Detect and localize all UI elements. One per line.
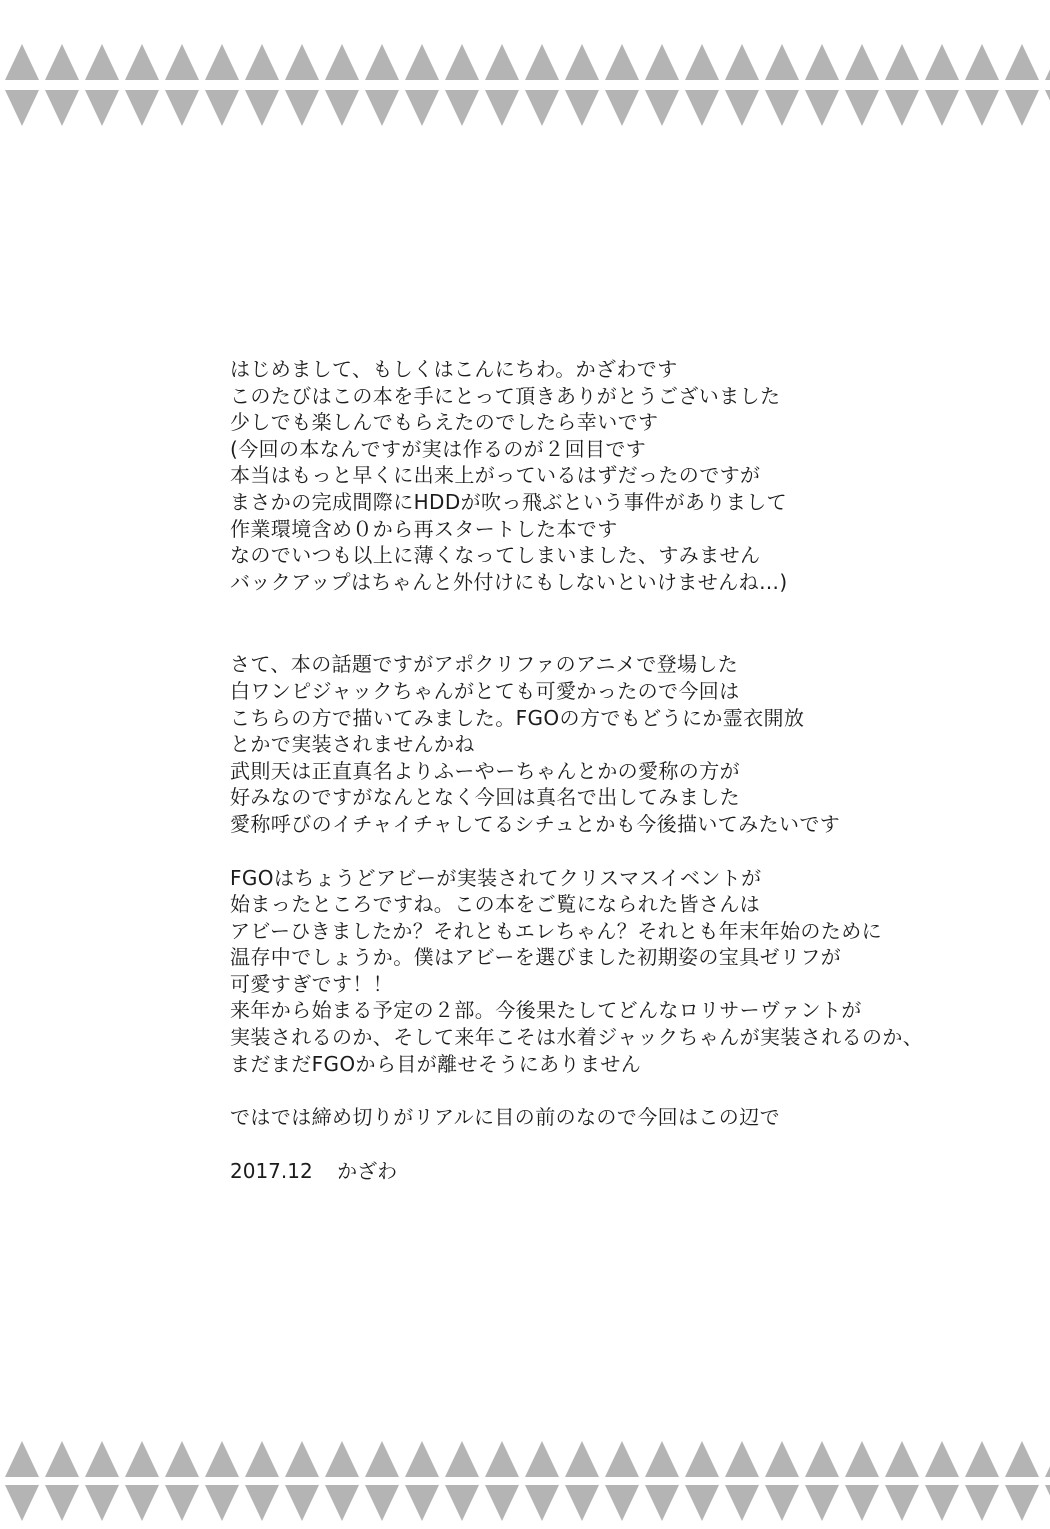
- triangle-shape: [405, 1441, 439, 1477]
- triangle-shape: [445, 44, 479, 80]
- triangle-shape: [85, 90, 119, 126]
- decorative-triangle-border-bottom: [0, 1389, 1050, 1529]
- triangle-shape: [365, 1441, 399, 1477]
- afterword-paragraph: [230, 651, 990, 837]
- triangle-shape: [885, 1485, 919, 1521]
- triangle-shape: [525, 1485, 559, 1521]
- triangle-shape: [85, 44, 119, 80]
- triangle-shape: [645, 1485, 679, 1521]
- signature-date: 2017.12: [230, 1158, 313, 1183]
- triangle-shape: [685, 1485, 719, 1521]
- triangle-shape: [365, 44, 399, 80]
- triangle-shape: [245, 90, 279, 126]
- triangle-shape: [445, 1485, 479, 1521]
- triangle-shape: [365, 90, 399, 126]
- text-line: 白ワンピジャックちゃんがとても可愛かったので今回は: [230, 678, 740, 703]
- triangle-shape: [565, 1441, 599, 1477]
- triangle-shape: [885, 44, 919, 80]
- text-line: 本当はもっと早くに出来上がっているはずだったのですが: [230, 463, 761, 488]
- text-line: このたびはこの本を手にとって頂きありがとうございました: [230, 383, 781, 408]
- triangle-shape: [565, 90, 599, 126]
- triangle-shape: [525, 44, 559, 80]
- triangle-shape: [45, 1441, 79, 1477]
- paragraph-gap: [230, 1077, 990, 1104]
- triangle-shape: [485, 90, 519, 126]
- triangle-shape: [725, 1485, 759, 1521]
- text-line: バックアップはちゃんと外付けにもしないといけませんね…): [230, 569, 788, 594]
- text-line: 少しでも楽しんでもらえたのでしたら幸いです: [230, 410, 659, 435]
- afterword-paragraph: [230, 356, 990, 595]
- triangle-shape: [1045, 90, 1050, 126]
- triangle-shape: [925, 1485, 959, 1521]
- triangle-pattern: [0, 1389, 1050, 1529]
- paragraph-gap: [230, 1131, 990, 1158]
- triangle-shape: [765, 44, 799, 80]
- text-line: 愛称呼びのイチャイチャしてるシチュとかも今後描いてみたいです: [230, 811, 841, 836]
- triangle-shape: [645, 44, 679, 80]
- triangle-shape: [925, 1441, 959, 1477]
- triangle-shape: [445, 90, 479, 126]
- triangle-shape: [725, 44, 759, 80]
- text-line: 武則天は正直真名よりふーやーちゃんとかの愛称の方が: [230, 758, 740, 783]
- triangle-shape: [5, 44, 39, 80]
- triangle-shape: [45, 1485, 79, 1521]
- triangle-shape: [5, 1485, 39, 1521]
- text-line: 可愛すぎです！！: [230, 971, 394, 996]
- text-line: ではでは締め切りがリアルに目の前のなので今回はこの辺で: [230, 1105, 780, 1130]
- triangle-shape: [725, 90, 759, 126]
- triangle-shape: [845, 44, 879, 80]
- triangle-shape: [125, 1485, 159, 1521]
- triangle-shape: [205, 90, 239, 126]
- triangle-shape: [405, 1485, 439, 1521]
- triangle-shape: [405, 44, 439, 80]
- afterword-text: [230, 356, 990, 1184]
- triangle-shape: [765, 1441, 799, 1477]
- signature: [230, 1158, 990, 1185]
- triangle-shape: [845, 90, 879, 126]
- triangle-shape: [845, 1485, 879, 1521]
- triangle-row: [0, 1485, 1050, 1521]
- triangle-shape: [205, 1485, 239, 1521]
- triangle-shape: [805, 1441, 839, 1477]
- text-line: まさかの完成間際にHDDが吹っ飛ぶという事件がありまして: [230, 489, 788, 514]
- triangle-shape: [245, 1441, 279, 1477]
- triangle-shape: [885, 1441, 919, 1477]
- triangle-shape: [805, 90, 839, 126]
- text-line: さて、本の話題ですがアポクリファのアニメで登場した: [230, 652, 739, 677]
- triangle-shape: [325, 1485, 359, 1521]
- triangle-shape: [565, 44, 599, 80]
- decorative-triangle-border-top: [0, 0, 1050, 140]
- triangle-shape: [725, 1441, 759, 1477]
- triangle-shape: [685, 44, 719, 80]
- text-line: はじめまして、もしくはこんにちわ。かざわです: [230, 357, 678, 381]
- triangle-shape: [325, 1441, 359, 1477]
- triangle-shape: [925, 44, 959, 80]
- triangle-shape: [925, 90, 959, 126]
- triangle-shape: [765, 1485, 799, 1521]
- triangle-shape: [485, 44, 519, 80]
- triangle-shape: [165, 1485, 199, 1521]
- triangle-shape: [525, 1441, 559, 1477]
- triangle-shape: [205, 1441, 239, 1477]
- triangle-shape: [245, 1485, 279, 1521]
- text-line: 始まったところですね。この本をご覧になられた皆さんは: [230, 892, 761, 917]
- triangle-shape: [605, 44, 639, 80]
- triangle-shape: [165, 44, 199, 80]
- triangle-shape: [525, 90, 559, 126]
- triangle-shape: [845, 1441, 879, 1477]
- triangle-shape: [1045, 1485, 1050, 1521]
- triangle-shape: [325, 44, 359, 80]
- triangle-shape: [125, 44, 159, 80]
- triangle-shape: [1005, 1485, 1039, 1521]
- text-line: (今回の本なんですが実は作るのが２回目です: [230, 436, 647, 461]
- text-line: 温存中でしょうか。僕はアビーを選びました初期姿の宝具ゼリフが: [230, 945, 842, 970]
- text-line: こちらの方で描いてみました。FGOの方でもどうにか霊衣開放: [230, 705, 805, 730]
- triangle-shape: [685, 90, 719, 126]
- triangle-shape: [605, 1485, 639, 1521]
- triangle-shape: [1005, 44, 1039, 80]
- text-line: FGOはちょうどアビーが実装されてクリスマスイベントが: [230, 865, 762, 890]
- triangle-shape: [1045, 44, 1050, 80]
- paragraph-gap: [230, 595, 990, 651]
- triangle-shape: [45, 44, 79, 80]
- triangle-shape: [1005, 90, 1039, 126]
- triangle-shape: [1005, 1441, 1039, 1477]
- triangle-shape: [85, 1441, 119, 1477]
- triangle-shape: [285, 44, 319, 80]
- afterword-paragraph: [230, 865, 990, 1078]
- triangle-shape: [965, 1441, 999, 1477]
- triangle-shape: [405, 90, 439, 126]
- text-line: 来年から始まる予定の２部。今後果たしてどんなロリサーヴァントが: [230, 998, 862, 1023]
- triangle-shape: [205, 44, 239, 80]
- triangle-shape: [5, 1441, 39, 1477]
- triangle-shape: [965, 90, 999, 126]
- text-line: アビーひきましたか？それともエレちゃん？それとも年末年始のために: [230, 918, 882, 943]
- signature-author: かざわ: [337, 1158, 398, 1183]
- triangle-shape: [285, 1441, 319, 1477]
- triangle-shape: [965, 44, 999, 80]
- triangle-shape: [765, 90, 799, 126]
- triangle-shape: [645, 90, 679, 126]
- triangle-shape: [965, 1485, 999, 1521]
- triangle-shape: [885, 90, 919, 126]
- text-line: とかで実装されませんかね: [230, 732, 475, 757]
- triangle-shape: [365, 1485, 399, 1521]
- triangle-shape: [125, 90, 159, 126]
- triangle-shape: [245, 44, 279, 80]
- text-line: 作業環境含め０から再スタートした本です: [230, 516, 618, 541]
- triangle-shape: [605, 90, 639, 126]
- triangle-shape: [165, 1441, 199, 1477]
- triangle-shape: [125, 1441, 159, 1477]
- triangle-pattern: [0, 0, 1050, 140]
- triangle-shape: [685, 1441, 719, 1477]
- afterword-paragraph: [230, 1104, 990, 1131]
- triangle-shape: [805, 44, 839, 80]
- text-line: まだまだFGOから目が離せそうにありません: [230, 1051, 642, 1076]
- triangle-shape: [805, 1485, 839, 1521]
- triangle-shape: [85, 1485, 119, 1521]
- triangle-shape: [485, 1441, 519, 1477]
- triangle-shape: [325, 90, 359, 126]
- triangle-shape: [5, 90, 39, 126]
- text-line: 実装されるのか、そして来年こそは水着ジャックちゃんが実装されるのか、: [230, 1025, 924, 1050]
- triangle-shape: [285, 1485, 319, 1521]
- triangle-shape: [45, 90, 79, 126]
- triangle-row: [0, 1441, 1050, 1477]
- triangle-shape: [565, 1485, 599, 1521]
- triangle-shape: [1045, 1441, 1050, 1477]
- triangle-shape: [485, 1485, 519, 1521]
- paragraph-gap: [230, 838, 990, 865]
- triangle-shape: [645, 1441, 679, 1477]
- triangle-shape: [165, 90, 199, 126]
- triangle-shape: [445, 1441, 479, 1477]
- triangle-shape: [285, 90, 319, 126]
- triangle-shape: [605, 1441, 639, 1477]
- triangle-row: [0, 44, 1050, 80]
- triangle-row: [0, 90, 1050, 126]
- text-line: 好みなのですがなんとなく今回は真名で出してみました: [230, 785, 740, 810]
- text-line: なのでいつも以上に薄くなってしまいました、すみません: [230, 543, 761, 568]
